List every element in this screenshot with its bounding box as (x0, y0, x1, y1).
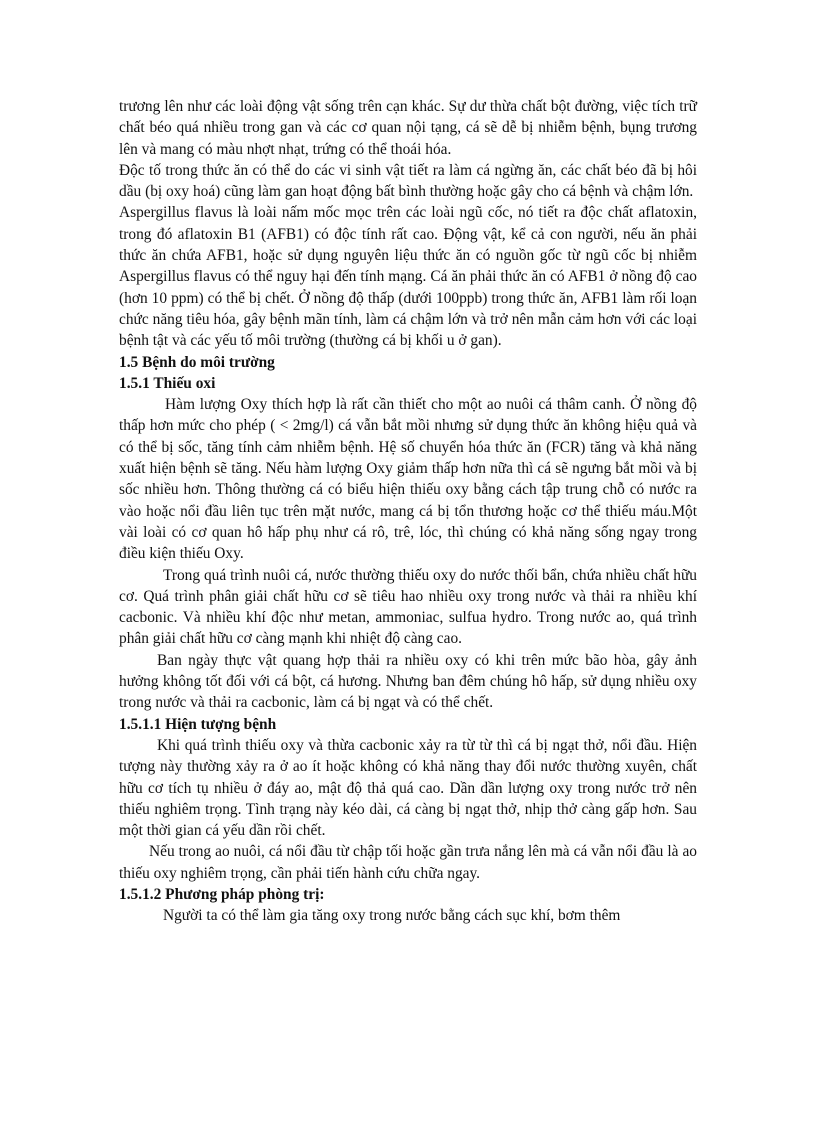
paragraph-rescue: Nếu trong ao nuôi, cá nổi đầu từ chập tối hoặc gần trưa nắng lên mà cá vẫn nổi đầu là ao thiếu oxy nghiêm trọng, cần phải tiến hành cứu chữa ngay. (119, 843, 697, 882)
heading-disease-symptoms: 1.5.1.1 Hiện tượng bệnh (119, 715, 277, 733)
heading-environment-disease: 1.5 Bệnh do môi trường (119, 353, 275, 371)
paragraph-aspergillus: Aspergillus flavus là loài nấm mốc mọc trên các loài ngũ cốc, nó tiết ra độc chất aflatoxin, trong đó aflatoxin B1 (AFB1) có độc tính rất cao. Động vật, kể cả con người, nếu ăn phải thức ăn chứa AFB1, hoặc sử dụng nguyên liệu thức ăn có nguồn gốc từ ngũ cốc bị nhiễm Aspergillus flavus có thể nguy hại đến tính mạng. Cá ăn phải thức ăn có AFB1 ở nồng độ cao (hơn 10 ppm) có thể bị chết. Ở nồng độ thấp (dưới 100ppb) trong thức ăn, AFB1 làm rối loạn chức năng tiêu hóa, gây bệnh mãn tính, làm cá chậm lớn và trở nên mẫn cảm hơn với các loại bệnh tật và các yếu tố môi trường (thường cá bị khối u ở gan). (119, 204, 697, 350)
paragraph-fat-accumulation: trương lên như các loài động vật sống trên cạn khác. Sự dư thừa chất bột đường, việc tích trữ chất béo quá nhiều trong gan và các cơ quan nội tạng, cá sẽ dễ bị nhiễm bệnh, bụng trương lên và mang có màu nhợt nhạt, trứng có thể thoái hóa. (119, 98, 697, 158)
paragraph-feed-toxins: Độc tố trong thức ăn có thể do các vi sinh vật tiết ra làm cá ngừng ăn, các chất béo đã bị hôi dầu (bị oxy hoá) cũng làm gan hoạt động bất bình thường hoặc gây cho cá bệnh và chậm lớn. (119, 161, 697, 201)
heading-prevention: 1.5.1.2 Phương pháp phòng trị: (119, 885, 325, 903)
heading-oxygen-deficiency: 1.5.1 Thiếu oxi (119, 374, 216, 392)
paragraph-symptoms: Khi quá trình thiếu oxy và thừa cacbonic xảy ra từ từ thì cá bị ngạt thở, nổi đầu. Hiện tượng này thường xảy ra ở ao ít hoặc không có khả năng thay đổi nước thường xuyên, chất hữu cơ tích tụ nhiều ở đáy ao, mật độ thả quá cao. Dần dần lượng oxy trong nước trở nên thiếu nghiêm trọng. Tình trạng này kéo dài, cá càng bị ngạt thở, nhịp thở càng gấp hơn. Sau một thời gian cá yếu dần rồi chết. (119, 736, 697, 840)
paragraph-prevention: Người ta có thể làm gia tăng oxy trong nước bằng cách sục khí, bơm thêm (163, 907, 621, 925)
paragraph-photosynthesis: Ban ngày thực vật quang hợp thải ra nhiều oxy có khi trên mức bão hòa, gây ảnh hưởng không tốt đối với cá bột, cá hương. Nhưng ban đêm chúng hô hấp, sử dụng nhiều oxy trong nước và thải ra cacbonic, làm cá bị ngạt và có thể chết. (119, 651, 697, 712)
paragraph-polluted-water: Trong quá trình nuôi cá, nước thường thiếu oxy do nước thối bẩn, chứa nhiều chất hữu cơ. Quá trình phân giải chất hữu cơ sẽ tiêu hao nhiều oxy trong nước và thải ra nhiều khí cacbonic. Và nhiều khí độc như metan, ammoniac, sulfua hydro. Trong nước ao, quá trình phân giải chất hữu cơ càng mạnh khi nhiệt độ càng cao. (119, 566, 697, 648)
document-page (119, 96, 697, 927)
paragraph-oxygen-content: Hàm lượng Oxy thích hợp là rất cần thiết cho một ao nuôi cá thâm canh. Ở nồng độ thấp hơn mức cho phép ( < 2mg/l) cá vẫn bắt mồi nhưng sử dụng thức ăn không hiệu quả và có thể bị sốc, tăng tính cảm nhiễm bệnh. Hệ số chuyển hóa thức ăn (FCR) tăng và khả năng xuất hiện bệnh sẽ tăng. Nếu hàm lượng Oxy giảm thấp hơn nữa thì cá sẽ ngưng bắt mồi và bị sốc nhiều hơn. Thông thường cá có biểu hiện thiếu oxy bằng cách tập trung chỗ có nước ra vào hoặc nổi đầu liên tục trên mặt nước, mang cá bị tổn thương hoặc cơ thể thiếu máu.Một vài loài có cơ quan hô hấp phụ như cá rô, trê, lóc, thì chúng có khả năng sống ngay trong điều kiện thiếu Oxy. (119, 396, 697, 563)
